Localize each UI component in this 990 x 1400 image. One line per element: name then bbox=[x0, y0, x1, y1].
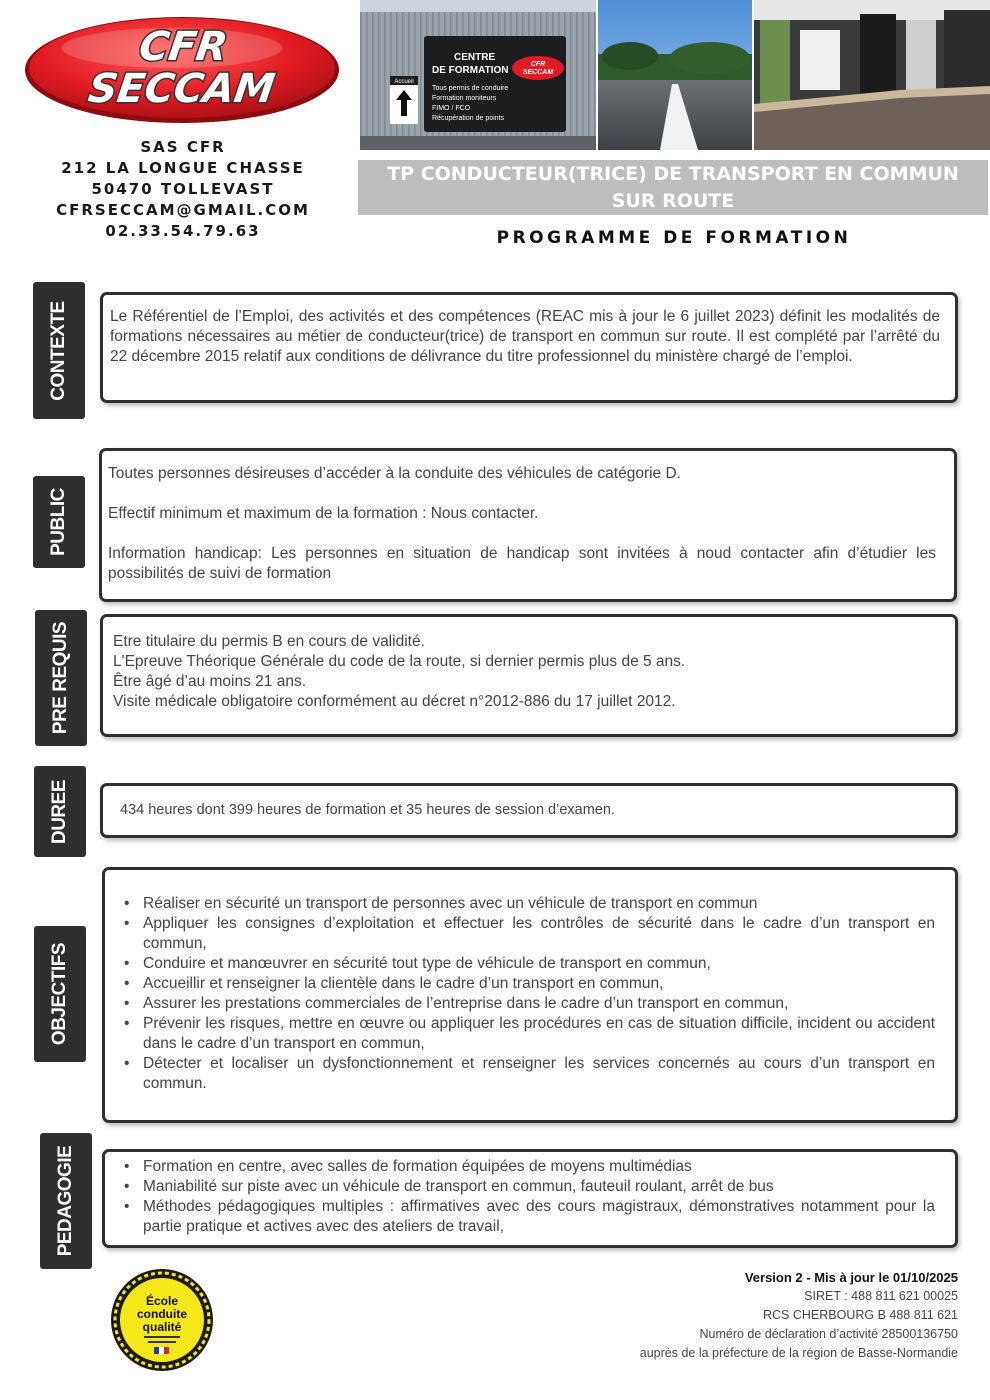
objectifs-box bbox=[102, 867, 958, 1123]
road-photo bbox=[598, 0, 752, 150]
tab-contexte-label: CONTEXTE bbox=[48, 300, 69, 401]
version-line: Version 2 - Mis à jour le 01/10/2025 bbox=[744, 1270, 958, 1285]
ecole-conduite-qualite-badge bbox=[110, 1268, 214, 1372]
public-text-3: Information handicap: Les personnes en situation de handicap sont invitées à noud contacter afin d’étudier les possibilités de suivi de formation bbox=[108, 545, 936, 582]
footer-info bbox=[538, 1268, 958, 1363]
sign-item-4: Récupération de points bbox=[432, 115, 504, 122]
prerequis-line-1: Etre titulaire du permis B en cours de validité. bbox=[113, 633, 425, 650]
french-republic-flag-icon bbox=[154, 1347, 169, 1354]
duree-box bbox=[100, 783, 958, 838]
tab-public-label: PUBLIC bbox=[48, 488, 69, 556]
pedagogie-item: • Formation en centre, avec salles de formation équipées de moyens multimédias bbox=[116, 1157, 935, 1177]
badge-line-2: conduite bbox=[137, 1307, 187, 1321]
prerequis-line-2: L'Epreuve Théorique Générale du code de la route, si dernier permis plus de 5 ans. bbox=[113, 653, 686, 670]
company-city: 50470 TOLLEVAST bbox=[91, 180, 275, 198]
sign-arrow-label: Accueil bbox=[394, 79, 414, 85]
title-line-1: TP CONDUCTEUR(TRICE) DE TRANSPORT EN COMMUN bbox=[387, 163, 959, 185]
badge-line-3: qualité bbox=[142, 1320, 182, 1334]
tab-pedagogie bbox=[40, 1133, 92, 1269]
pedagogie-item: • Maniabilité sur piste avec un véhicule de transport en commun, fauteuil roulant, arrêt de bus bbox=[116, 1177, 935, 1197]
sign-title-2: DE FORMATION bbox=[432, 65, 509, 76]
prefecture-line: auprès de la préfecture de la région de Basse-Normandie bbox=[639, 1346, 958, 1360]
company-phone[interactable]: 02.33.54.79.63 bbox=[105, 222, 261, 240]
sign-logo-1: CFR bbox=[530, 61, 546, 68]
tab-contexte bbox=[33, 282, 85, 419]
contexte-text: Le Référentiel de l’Emploi, des activités et des compétences (REAC mis à jour le 6 juillet 2023) définit les modalités de formations nécessaires au métier de conducteur(trice) de transport en commun sur route. Il est complété par l’arrêté du 22 décembre 2015 relatif aux conditions de délivrance du titre professionnel du ministère chargé de l’emploi. bbox=[110, 308, 940, 365]
reception-photo bbox=[754, 0, 990, 150]
objectif-item: • Détecter et localiser un dysfonctionnement et renseigner les services concernés au cours d’un transport en commun. bbox=[116, 1054, 935, 1094]
sign-title-1: CENTRE bbox=[454, 52, 496, 63]
objectif-item: • Assurer les prestations commerciales de l’entreprise dans le cadre d’un transport en commun, bbox=[116, 994, 935, 1014]
contexte-box bbox=[100, 292, 958, 403]
sign-item-1: Tous permis de conduire bbox=[432, 85, 509, 92]
prerequis-line-4: Visite médicale obligatoire conformément au décret n°2012-886 du 17 juillet 2012. bbox=[113, 693, 676, 710]
public-text-1: Toutes personnes désireuses d’accéder à la conduite des véhicules de catégorie D. bbox=[108, 465, 681, 482]
tab-public bbox=[33, 476, 85, 568]
objectif-item: • Prévenir les risques, mettre en œuvre ou appliquer les procédures en cas de situation difficile, incident ou accident dans le cadre d’un transport en commun, bbox=[116, 1014, 935, 1054]
prerequis-box bbox=[100, 614, 958, 737]
pedagogie-item: • Méthodes pédagogiques multiples : affirmatives avec des cours magistraux, démonstratives notamment pour la partie pratique et actives avec des ateliers de travail, bbox=[116, 1197, 935, 1237]
sign-logo-2: SECCAM bbox=[522, 69, 554, 76]
tab-objectifs bbox=[34, 926, 86, 1062]
pedagogie-box bbox=[102, 1149, 958, 1248]
logo-text-seccam: SECCAM bbox=[85, 66, 278, 112]
tab-prerequis-label: PRE REQUIS bbox=[50, 621, 71, 735]
tab-pedagogie-label: PEDAGOGIE bbox=[55, 1145, 76, 1257]
declaration-line: Numéro de déclaration d’activité 28500136750 bbox=[699, 1327, 958, 1341]
tab-duree bbox=[34, 766, 86, 857]
public-text-2: Effectif minimum et maximum de la formation : Nous contacter. bbox=[108, 505, 539, 522]
objectif-item: • Conduire et manœuvrer en sécurité tout type de véhicule de transport en commun, bbox=[116, 954, 935, 974]
company-name: SAS CFR bbox=[140, 138, 226, 156]
objectifs-list bbox=[116, 894, 935, 1094]
title-banner bbox=[358, 160, 988, 215]
company-address bbox=[40, 137, 326, 242]
objectif-item: • Accueillir et renseigner la clientèle dans le cadre d’un transport en commun, bbox=[116, 974, 935, 994]
tab-objectifs-label: OBJECTIFS bbox=[49, 942, 70, 1046]
public-box bbox=[99, 448, 957, 602]
tab-duree-label: DUREE bbox=[49, 779, 70, 844]
pedagogie-list bbox=[116, 1157, 935, 1237]
objectif-item: • Appliquer les consignes d’exploitation et effectuer les contrôles de sécurité dans le cadre d’un transport en commun, bbox=[116, 914, 935, 954]
title-line-2: SUR ROUTE bbox=[611, 190, 735, 212]
header-photos bbox=[360, 0, 990, 150]
siret-line: SIRET : 488 811 621 00025 bbox=[804, 1289, 958, 1303]
logo-text-cfr: CFR bbox=[136, 24, 231, 70]
company-email[interactable]: CFRSECCAM@GMAIL.COM bbox=[56, 201, 310, 219]
duree-text: 434 heures dont 399 heures de formation et 35 heures de session d’examen. bbox=[120, 802, 615, 818]
company-street: 212 LA LONGUE CHASSE bbox=[61, 159, 305, 177]
prerequis-line-3: Être âgé d’au moins 21 ans. bbox=[113, 673, 307, 690]
rcs-line: RCS CHERBOURG B 488 811 621 bbox=[763, 1308, 958, 1322]
building-photo bbox=[360, 0, 596, 150]
cfr-seccam-logo bbox=[22, 14, 342, 126]
tab-prerequis bbox=[35, 610, 87, 746]
badge-line-1: École bbox=[145, 1294, 179, 1308]
objectif-item: • Réaliser en sécurité un transport de personnes avec un véhicule de transport en commun bbox=[116, 894, 935, 914]
sign-item-3: FIMO / FCO bbox=[432, 105, 471, 112]
page-subtitle: PROGRAMME DE FORMATION bbox=[496, 228, 852, 248]
sign-item-2: Formation moniteurs bbox=[432, 95, 497, 102]
